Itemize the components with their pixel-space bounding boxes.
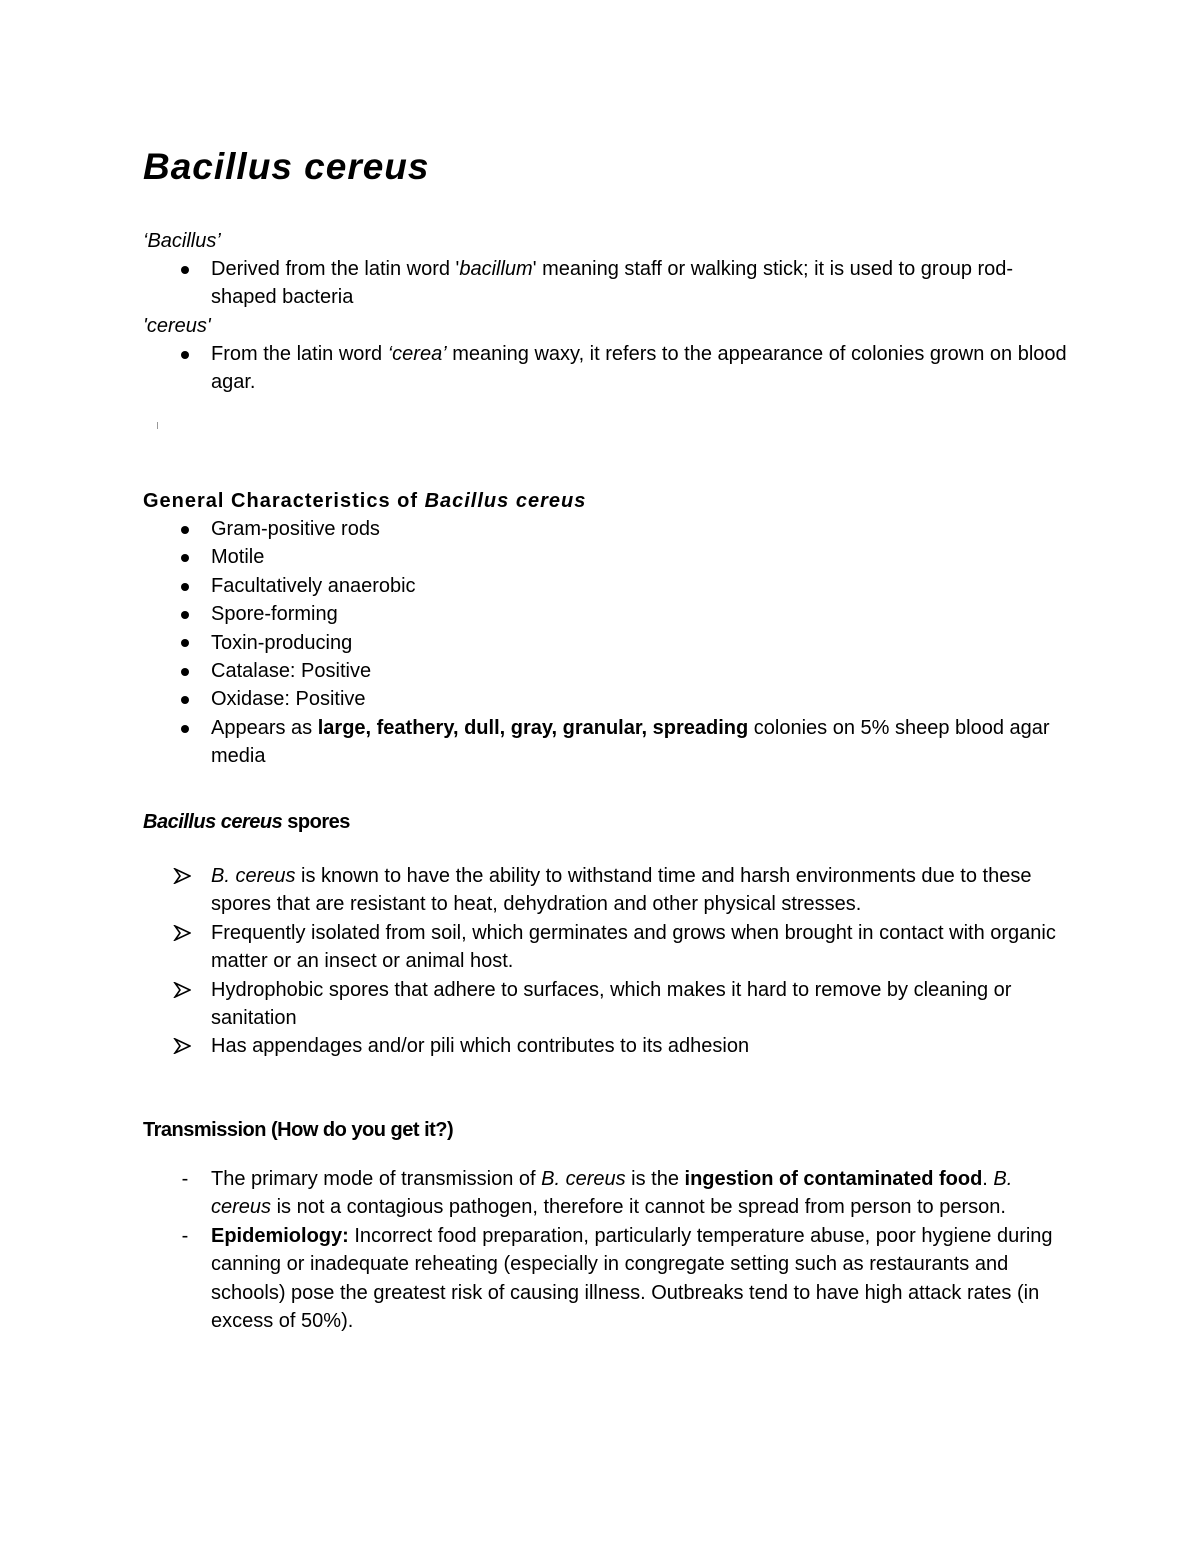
list-item	[143, 340, 1073, 397]
definition-text: meaning waxy, it refers to the appearance of colonies grown on blood agar.	[211, 342, 1067, 394]
bullet-icon	[173, 629, 197, 657]
latin-word: ‘cerea’	[387, 342, 447, 365]
characteristics-list	[143, 515, 1073, 771]
cereus-term	[143, 312, 1073, 340]
latin-word: bacillum	[459, 258, 533, 280]
bullet-icon	[173, 600, 197, 628]
bullet-icon	[173, 714, 197, 742]
list-item: Oxidase: Positive	[143, 685, 1073, 713]
list-item: - The primary mode of transmission of B. cereus is the ingestion of contaminated food. B. cereus is not a contagious pathogen, therefore it cannot be spread from person to person.	[143, 1165, 1073, 1222]
definition-text: Derived from the latin word '	[211, 258, 460, 280]
arrow-bullet-icon	[173, 976, 197, 998]
list-item: Has appendages and/or pili which contributes to its adhesion	[143, 1032, 1073, 1060]
bacillus-term: ‘Bacillus’	[143, 230, 221, 252]
bullet-icon	[173, 572, 197, 600]
bullet-icon	[173, 340, 197, 368]
bacillus-definition-list	[143, 255, 1073, 312]
list-item: Appears as large, feathery, dull, gray, granular, spreading colonies on 5% sheep blood agar media	[143, 714, 1073, 771]
bullet-icon	[173, 657, 197, 685]
spores-list	[143, 862, 1073, 1061]
cereus-definition-list	[143, 340, 1073, 397]
list-item: Frequently isolated from soil, which germinates and grows when brought in contact with organic matter or an insect or animal host.	[143, 919, 1073, 976]
list-item: Spore-forming	[143, 600, 1073, 628]
list-item: Hydrophobic spores that adhere to surfaces, which makes it hard to remove by cleaning or sanitation	[143, 976, 1073, 1033]
dash-bullet: -	[181, 1224, 189, 1247]
arrow-bullet-icon	[173, 862, 197, 884]
definition-text: From the latin word	[211, 342, 388, 365]
spores-heading: Bacillus cereus spores	[143, 811, 350, 833]
characteristics-heading: General Characteristics of Bacillus cereus	[143, 490, 587, 512]
transmission-heading: Transmission (How do you get it?)	[143, 1119, 454, 1141]
bullet-icon	[173, 543, 197, 571]
arrow-bullet-icon	[173, 919, 197, 941]
etymology-section	[143, 227, 1073, 397]
transmission-list	[143, 1165, 1073, 1335]
list-item: B. cereus is known to have the ability to withstand time and harsh environments due to these spores that are resistant to heat, dehydration and other physical stresses.	[143, 862, 1073, 919]
characteristics-section	[143, 487, 1073, 771]
bullet-icon	[173, 255, 197, 283]
spores-section	[143, 808, 1073, 1061]
list-item: Toxin-producing	[143, 629, 1073, 657]
list-item: Motile	[143, 543, 1073, 571]
list-item: Gram-positive rods	[143, 515, 1073, 543]
dash-bullet: -	[181, 1168, 189, 1190]
stray-mark	[157, 422, 158, 429]
definition-text: ' meaning staff or walking stick; it is used to group rod-shaped bacteria	[211, 258, 1014, 309]
cereus-term-text: 'cereus'	[143, 314, 211, 337]
list-item	[143, 255, 1073, 312]
bullet-icon	[173, 685, 197, 713]
arrow-bullet-icon	[173, 1032, 197, 1054]
transmission-section	[143, 1116, 1073, 1335]
list-item: Catalase: Positive	[143, 657, 1073, 685]
document-title: Bacillus cereus	[143, 146, 430, 187]
bullet-icon	[173, 515, 197, 543]
list-item: - Epidemiology: Incorrect food preparation, particularly temperature abuse, poor hygiene during canning or inadequate reheating (especially in congregate setting such as restaurants and schools) pose the greatest risk of causing illness. Outbreaks tend to have high attack rates (in excess of 50%).	[143, 1222, 1073, 1336]
list-item: Facultatively anaerobic	[143, 572, 1073, 600]
